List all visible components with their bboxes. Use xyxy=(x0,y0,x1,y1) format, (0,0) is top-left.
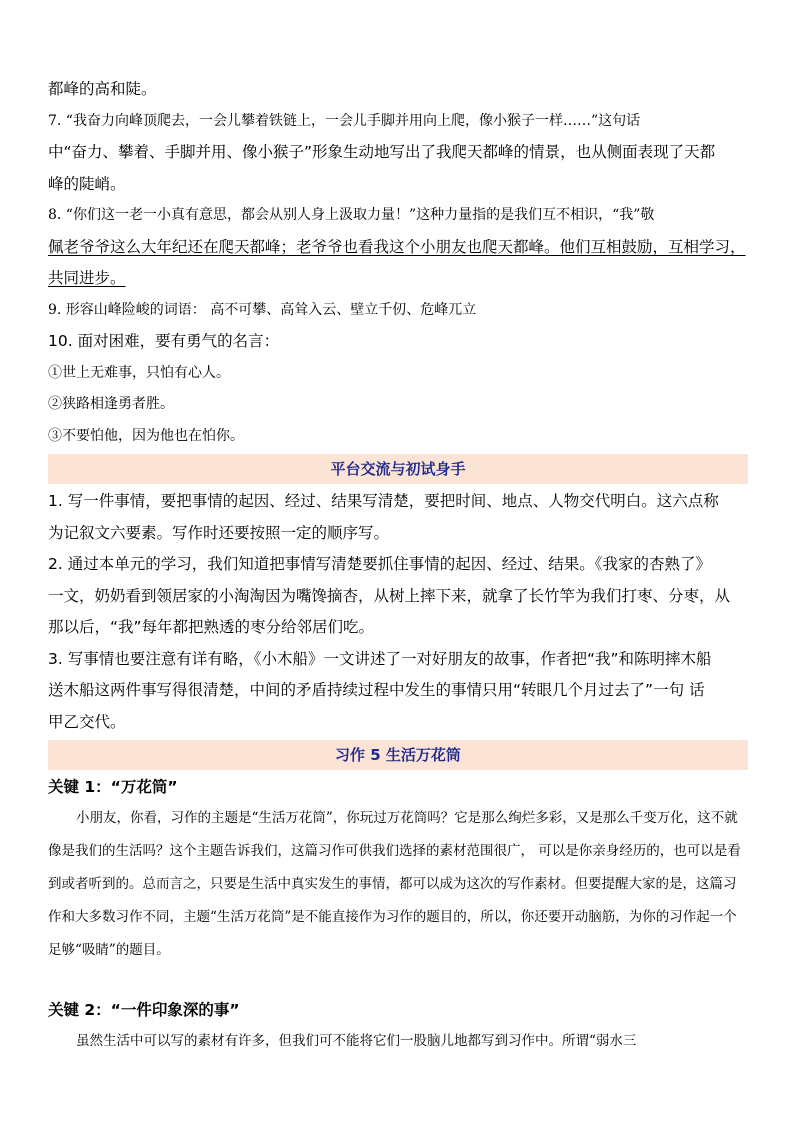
text-line: 2. 通过本单元的学习，我们知道把事情写清楚要抓住事情的起因、经过、结果。《我家的杏熟了》 xyxy=(48,555,711,573)
text-line: ②狭路相逢勇者胜。 xyxy=(48,396,174,412)
key-heading: 关键 1：“万花筒” xyxy=(48,778,178,796)
text-line: 佩老爷爷这么大年纪还在爬天都峰；老爷爷也看我这个小朋友也爬天都峰。他们互相鼓励，互相学习， xyxy=(48,237,746,256)
text-line: 送木船这两件事写得很清楚，中间的矛盾持续过程中发生的事情只用“转眼几个月过去了”一句 话 xyxy=(48,681,705,699)
key-heading: 关键 2：“一件印象深的事” xyxy=(48,1001,240,1019)
text-line: 8. “你们这一老一小真有意思，都会从别人身上汲取力量！”这种力量指的是我们互不相识，“我”敬 xyxy=(48,207,655,223)
paragraph-text: 虽然生活中可以写的素材有许多，但我们可不能将它们一股脑儿地都写到习作中。所谓“弱水三 xyxy=(76,1033,637,1049)
text-line: 中“奋力、攀着、手脚并用、像小猴子”形象生动地写出了我爬天都峰的情景，也从侧面表现了天都 xyxy=(48,143,716,161)
text-line: ③不要怕他，因为他也在怕你。 xyxy=(48,427,244,444)
text-line: 一文，奶奶看到领居家的小淘淘因为嘴馋摘杏，从树上摔下来，就拿了长竹竿为我们打枣、分枣，从 xyxy=(48,586,731,605)
text-line: 都峰的高和陡。 xyxy=(48,80,157,98)
text-line: 为记叙文六要素。写作时还要按照一定的顺序写。 xyxy=(48,523,390,542)
spacer xyxy=(48,967,748,995)
text-line: 3. 写事情也要注意有详有略，《小木船》一文讲述了一对好朋友的故事，作者把“我”和陈明摔木船 xyxy=(48,649,712,668)
text-line: ①世上无难事，只怕有心人。 xyxy=(48,364,230,381)
text-line: 1. 写一件事情，要把事情的起因、经过、结果写清楚，要把时间、地点、人物交代明白。这六点称 xyxy=(48,492,719,510)
text-line: 共同进步。 xyxy=(48,269,126,287)
section-header: 习作 5 生活万花筒 xyxy=(48,740,748,770)
paragraph xyxy=(48,1025,748,1058)
paragraph xyxy=(48,802,748,967)
document-page xyxy=(48,74,748,1058)
text-line: 10. 面对困难，要有勇气的名言： xyxy=(48,332,280,350)
text-line: 甲乙交代。 xyxy=(48,712,126,731)
text-line: 7. “我奋力向峰顶爬去，一会儿攀着铁链上，一会儿手脚并用向上爬，像小猴子一样……”这句话 xyxy=(48,112,641,129)
paragraph-text: 小朋友，你看，习作的主题是“生活万花筒”，你玩过万花筒吗？它是那么绚烂多彩，又是那么千变万化，这不就像是我们的生活吗？这个主题告诉我们，这篇习作可供我们选择的素材范围很广， 可以是你亲身经历的，也可以是看到或者听到的。总而言之，只要是生活中真实发生的事情，都可以成为这次的写作素材。但要提醒大家的是，这篇习作和大多数习作不同，主题“生活万花筒”是不能直接作为习作的题目的，所以，你还要开动脑筋，为你的习作起一个足够“吸睛”的题目。 xyxy=(48,810,741,958)
text-line: 峰的陡峭。 xyxy=(48,174,126,193)
text-line: 9. 形容山峰险峻的词语： 高不可攀、高耸入云、壁立千仞、危峰兀立 xyxy=(48,301,477,318)
section-header: 平台交流与初试身手 xyxy=(48,454,748,484)
text-line: 那以后，“我”每年都把熟透的枣分给邻居们吃。 xyxy=(48,618,375,636)
